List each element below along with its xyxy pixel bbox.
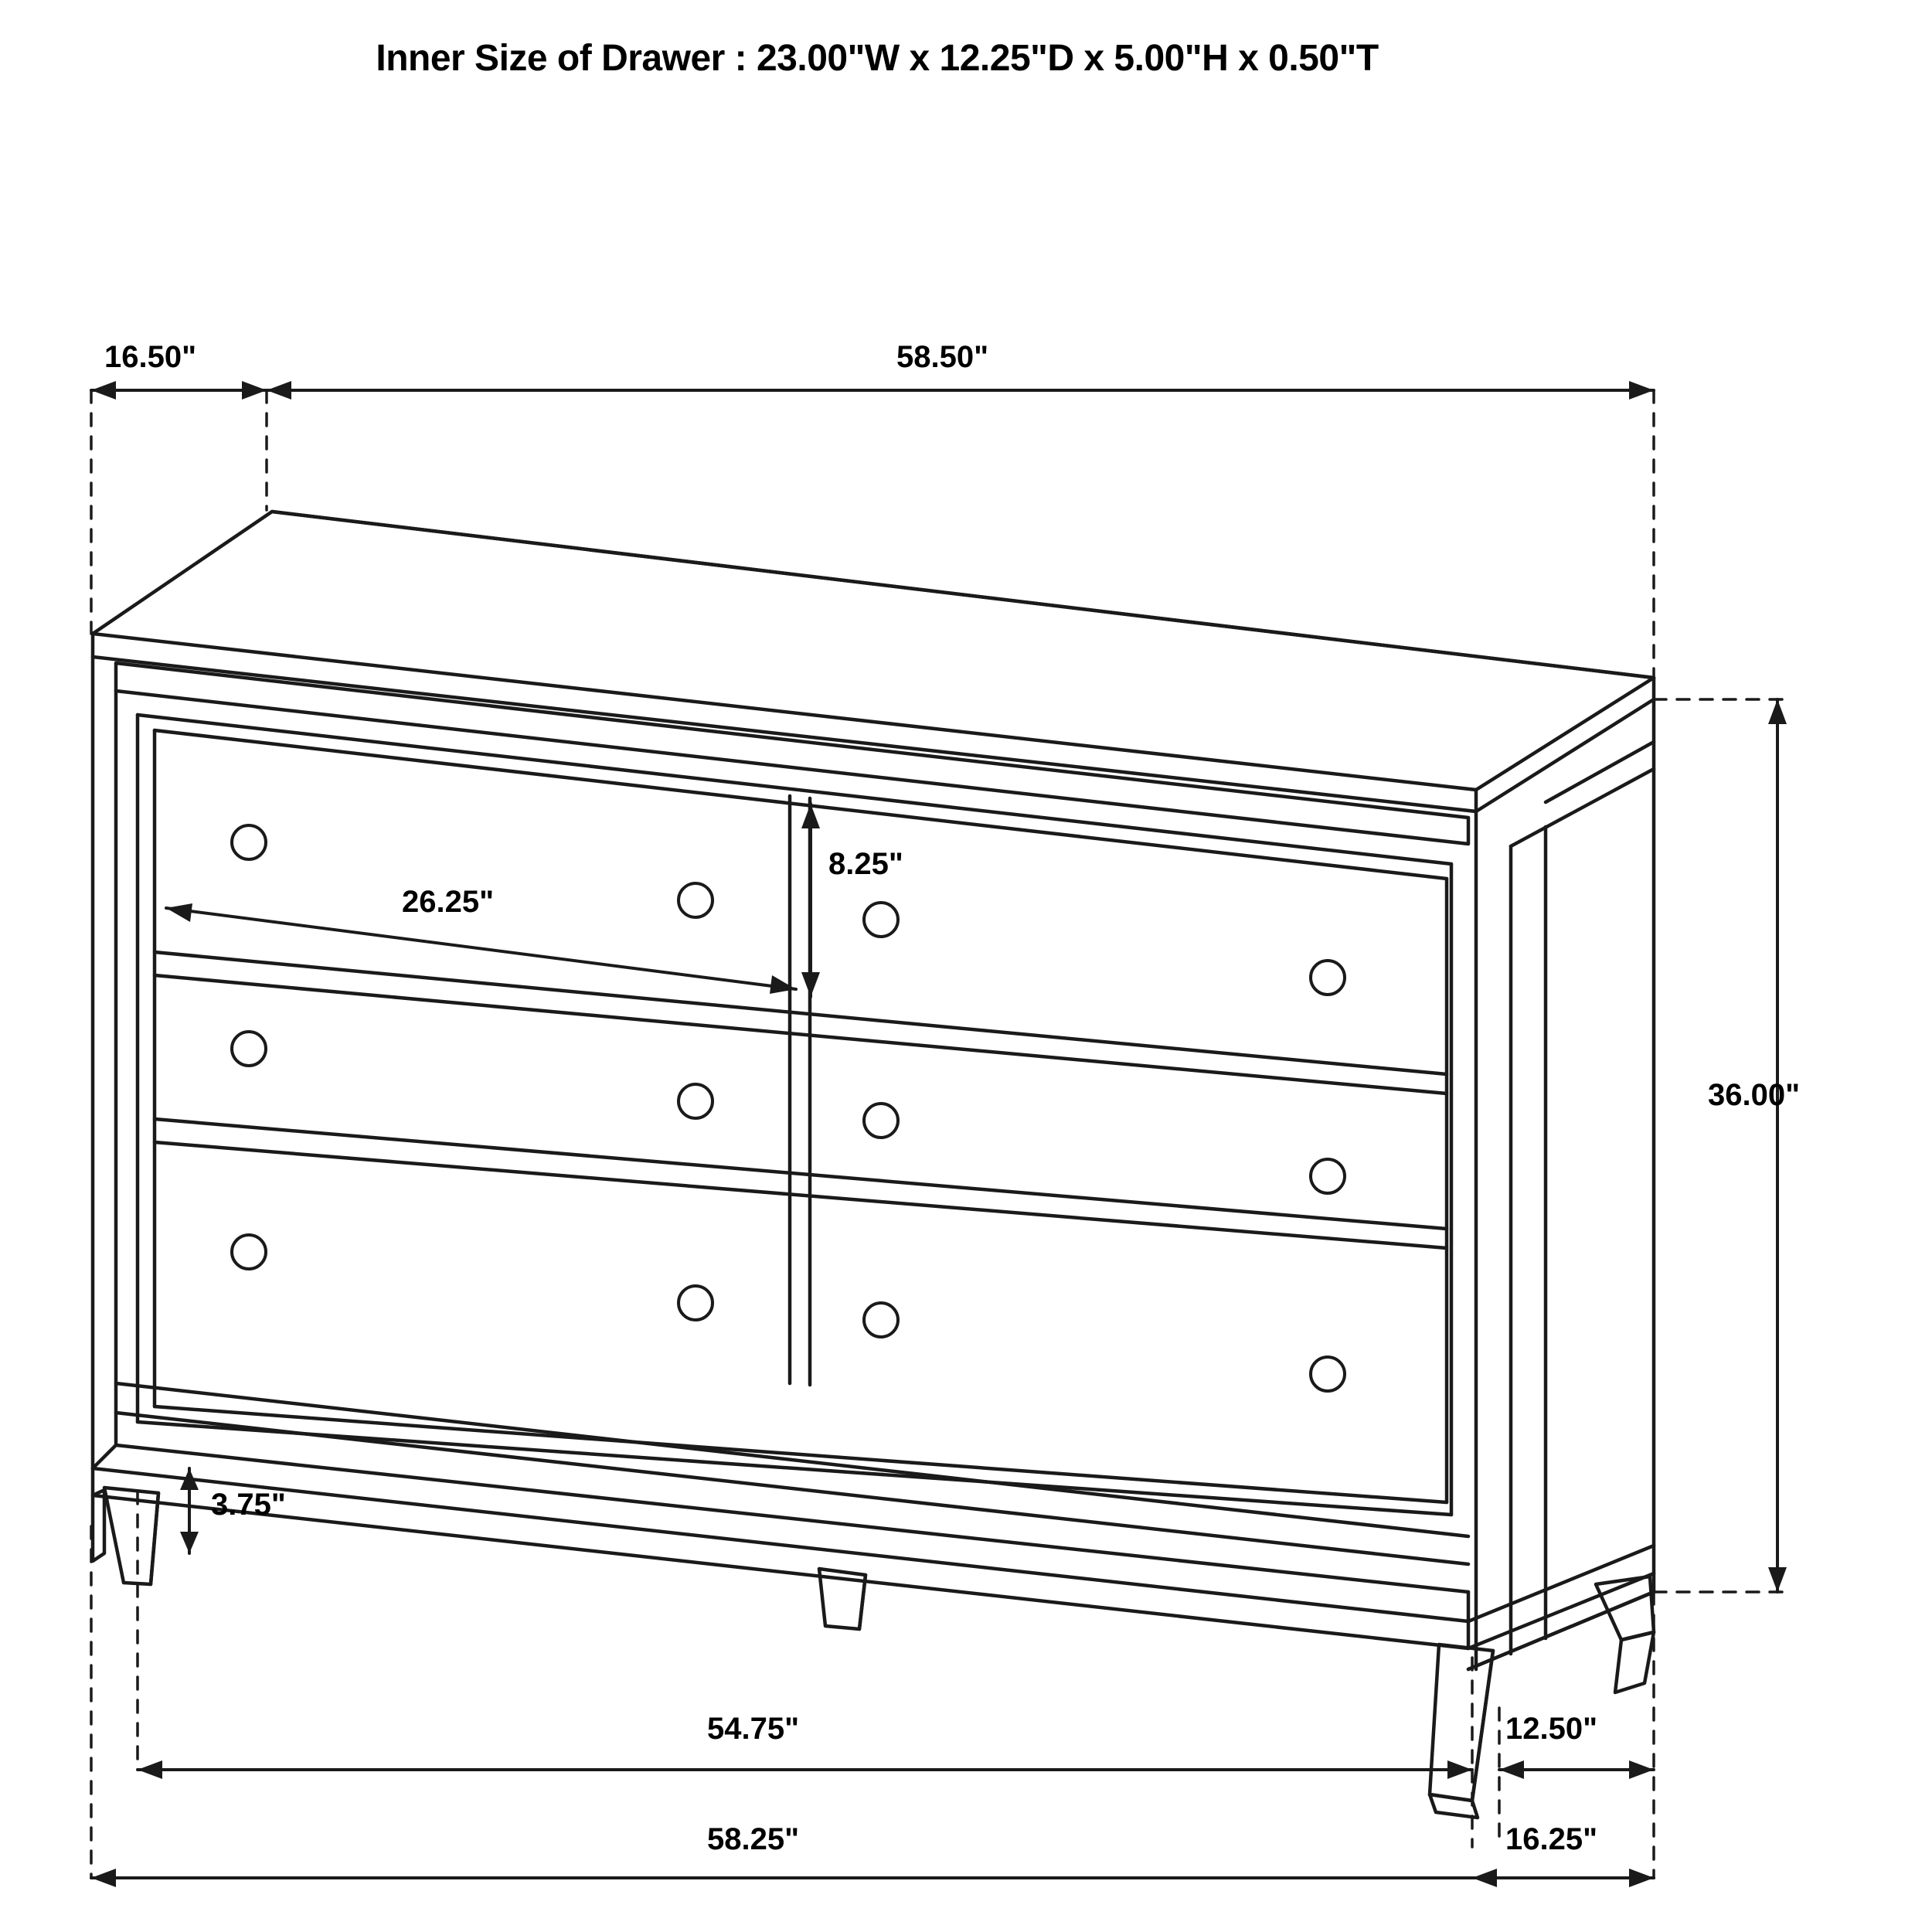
dim-label-leg-clearance: 3.75" bbox=[211, 1488, 286, 1522]
dim-label-foot-depth: 12.50" bbox=[1505, 1712, 1598, 1746]
dim-label-overall-depth: 16.25" bbox=[1505, 1822, 1598, 1856]
dim-overall-width bbox=[91, 1869, 1654, 1887]
dim-depth-top bbox=[91, 381, 267, 400]
dim-label-drawer-height: 8.25" bbox=[828, 847, 903, 881]
dim-foot-depth bbox=[1499, 1760, 1654, 1779]
dim-label-width-top: 58.50" bbox=[896, 340, 989, 374]
dim-base-width bbox=[138, 1760, 1472, 1779]
dim-label-overall-width: 58.25" bbox=[707, 1822, 800, 1856]
dim-label-base-width: 54.75" bbox=[707, 1712, 800, 1746]
dim-label-depth-top: 16.50" bbox=[104, 340, 197, 374]
dim-label-drawer-width: 26.25" bbox=[402, 885, 495, 919]
dim-height-right bbox=[1768, 699, 1787, 1592]
dim-width-top bbox=[267, 381, 1654, 400]
page-title: Inner Size of Drawer : 23.00"W x 12.25"D x 5.00"H x 0.50"T bbox=[376, 38, 1379, 79]
drawer-fronts bbox=[155, 796, 1447, 1385]
legs bbox=[93, 1488, 1654, 1818]
dim-overall-depth bbox=[1472, 1869, 1654, 1887]
dim-label-height-right: 36.00" bbox=[1708, 1078, 1801, 1112]
